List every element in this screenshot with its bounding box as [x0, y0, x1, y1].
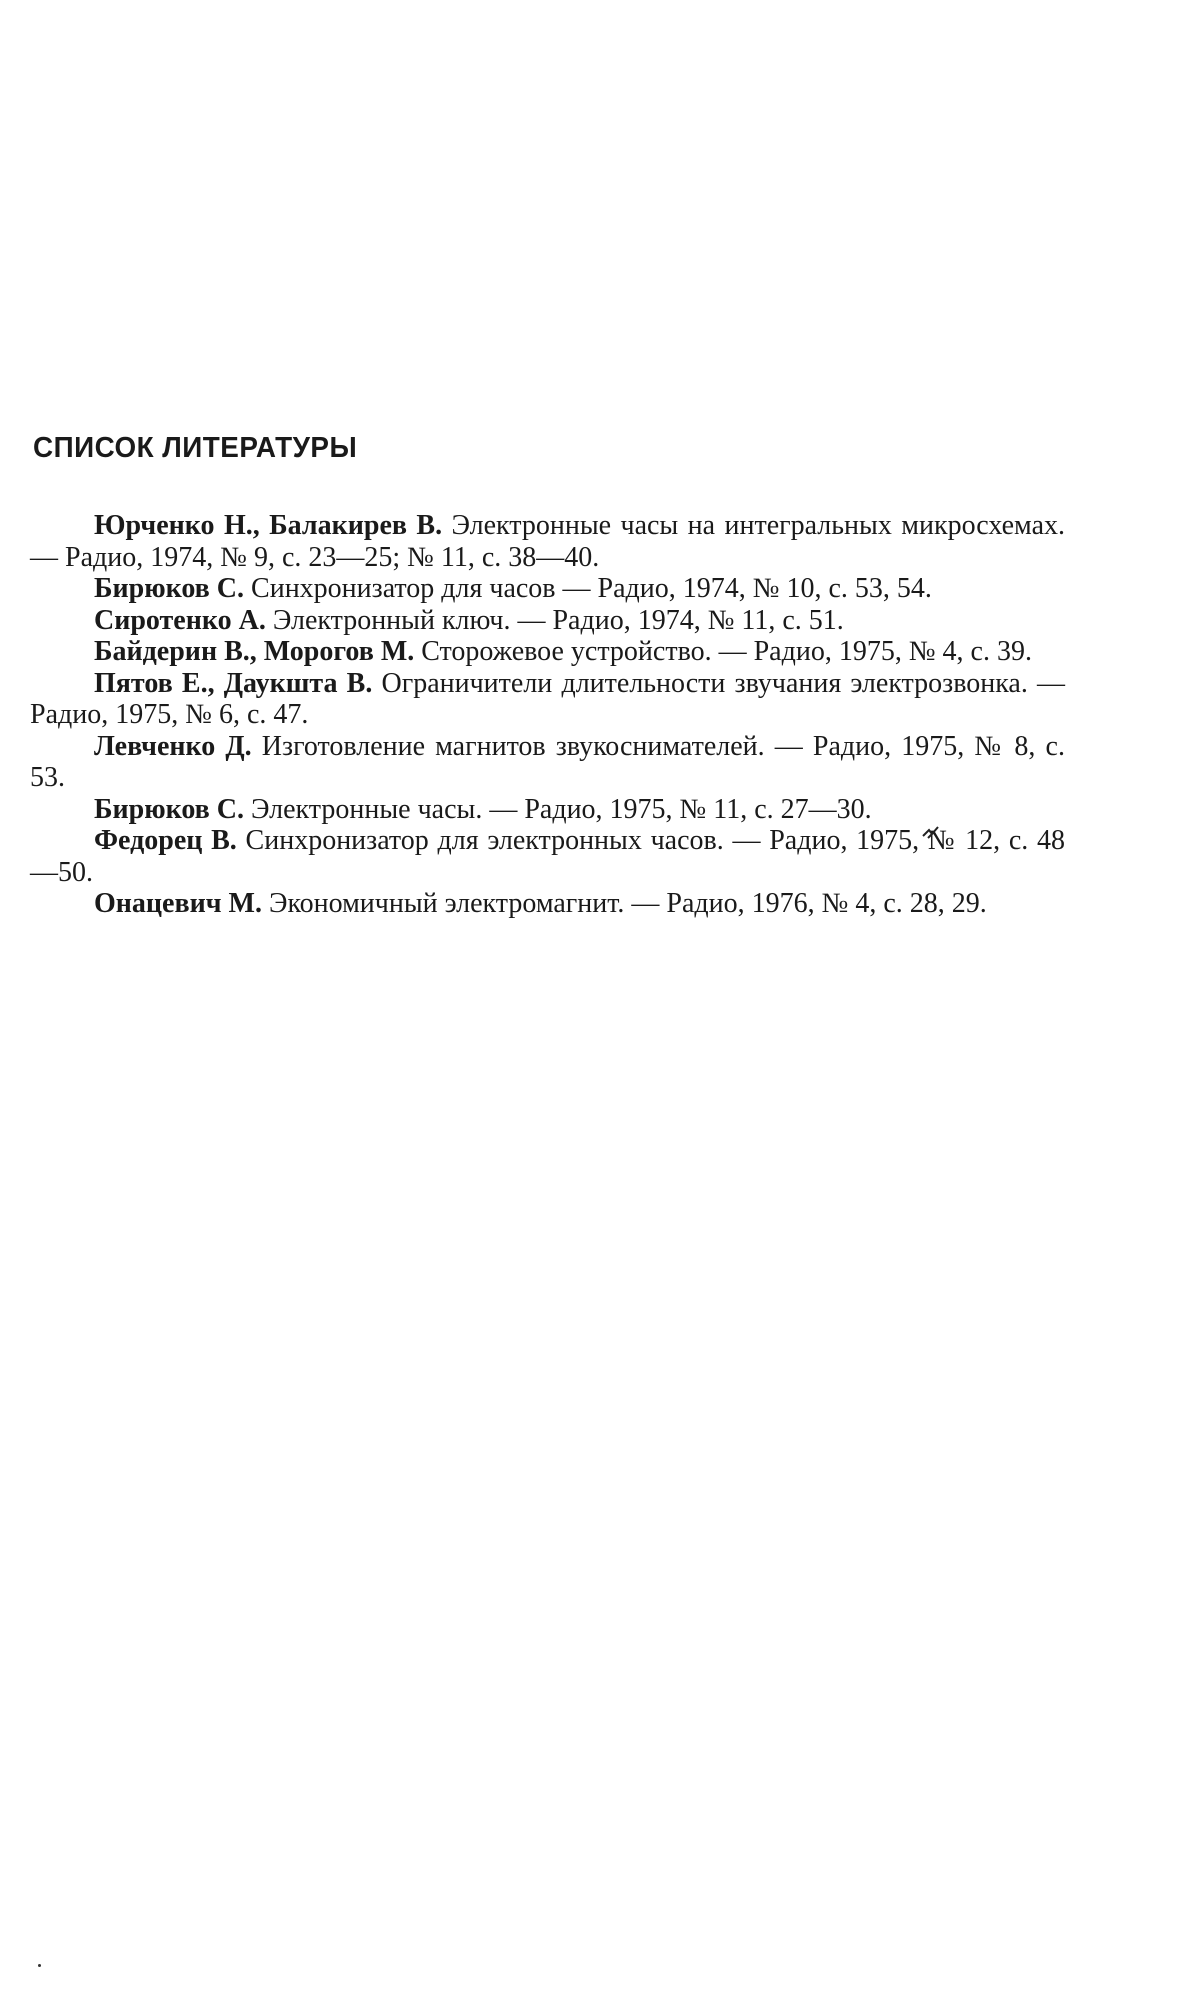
reference-item	[30, 731, 1065, 794]
reference-item	[30, 573, 1065, 605]
reference-text: Изготовление магнитов звукоснимателей. — Радио, 1975, № 8, с. 53.	[30, 730, 1065, 793]
reference-authors: Левченко Д.	[94, 730, 252, 762]
reference-item	[30, 668, 1065, 731]
reference-item	[30, 636, 1065, 668]
reference-text: Экономичный электромагнит. — Радио, 1976, № 4, с. 28, 29.	[261, 888, 987, 919]
reference-text: Синхронизатор для электронных часов. — Радио, 1975, № 12, с. 48—50.	[30, 825, 1065, 888]
reference-item	[30, 605, 1065, 637]
reference-text: Сторожевое устройство. — Радио, 1975, № 4, с. 39.	[414, 636, 1032, 667]
reference-authors: Сиротенко А.	[94, 604, 266, 636]
reference-item	[30, 888, 1065, 920]
reference-item	[30, 510, 1065, 573]
reference-authors: Байдерин В., Морогов М.	[94, 636, 415, 667]
reference-authors: Бирюков С.	[94, 793, 245, 825]
reference-text: Синхронизатор для часов — Радио, 1974, № 10, с. 53, 54.	[244, 573, 932, 604]
reference-authors: Пятов Е., Даукшта В.	[94, 667, 373, 699]
reference-item	[30, 794, 1065, 826]
reference-text: Ограничители длительности звучания электрозвонка. — Радио, 1975, № 6, с. 47.	[30, 667, 1065, 730]
scan-dot	[38, 1964, 41, 1967]
reference-text: Электронные часы. — Радио, 1975, № 11, с. 27—30.	[244, 793, 872, 825]
reference-item	[30, 825, 1065, 888]
reference-authors: Юрченко Н., Балакирев В.	[94, 510, 443, 541]
reference-authors: Бирюков С.	[94, 573, 245, 604]
reference-authors: Онацевич М.	[94, 888, 262, 919]
reference-authors: Федорец В.	[94, 825, 237, 856]
page-title: СПИСОК ЛИТЕРАТУРЫ	[33, 432, 358, 464]
reference-text: Электронный ключ. — Радио, 1974, № 11, с. 51.	[265, 604, 844, 636]
reference-list	[30, 510, 1065, 920]
reference-text: Электронные часы на интегральных микросхемах. — Радио, 1974, № 9, с. 23—25; № 11, с. 38—40.	[30, 510, 1066, 573]
scan-artifact-mark	[920, 822, 942, 844]
